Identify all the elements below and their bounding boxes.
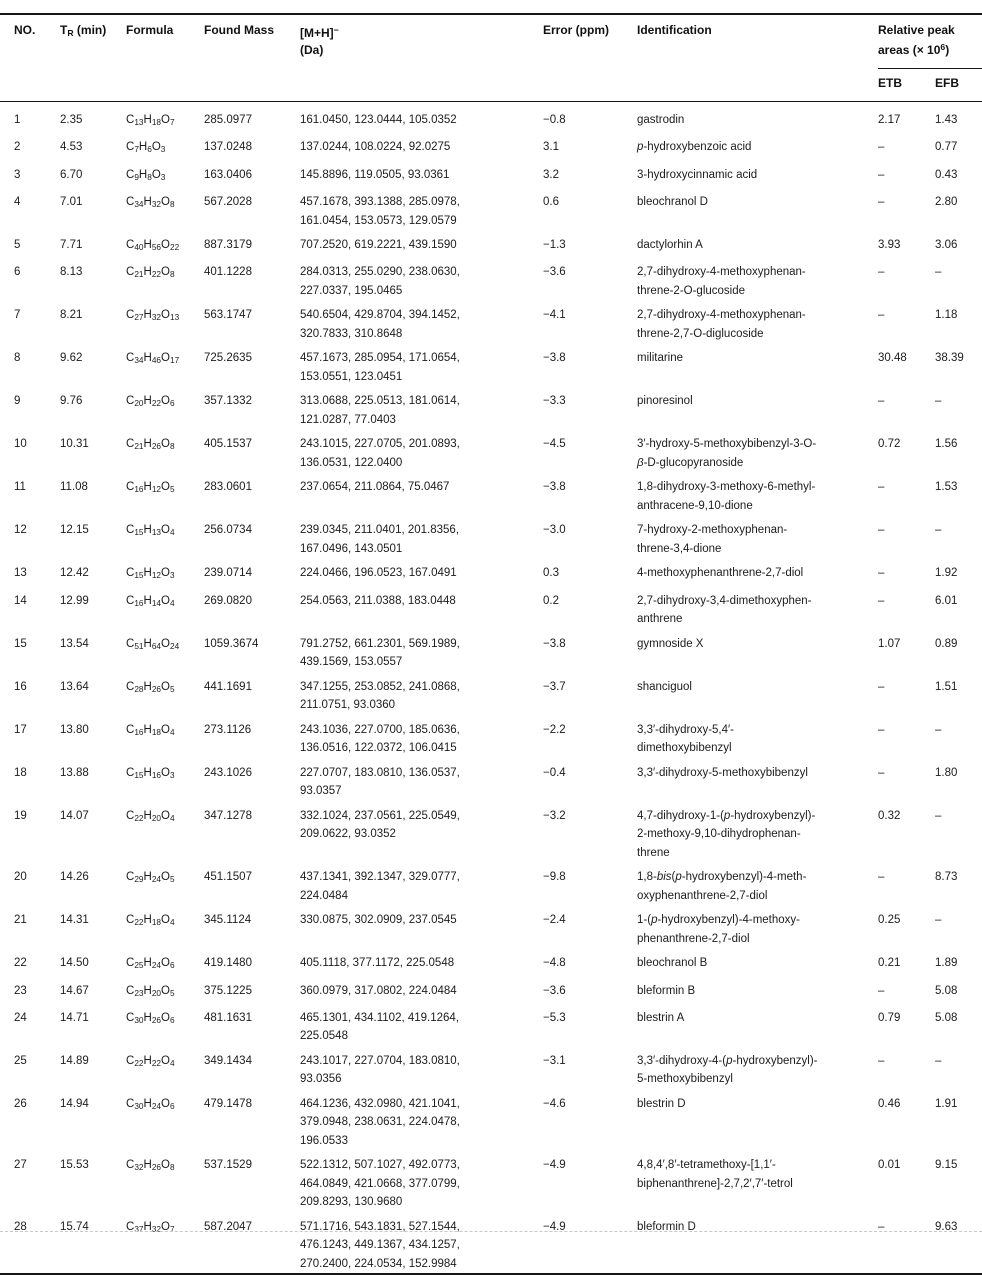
cell-identification: militarine: [637, 352, 684, 365]
cell-etb-value: –: [878, 594, 885, 607]
cell-efb-value: –: [935, 266, 942, 279]
cell-mh-fragments: 313.0688, 225.0513, 181.0614, 121.0287, 77.0403: [300, 395, 460, 426]
table-row: [0, 758, 982, 801]
cell-mh-fragments: 332.1024, 237.0561, 225.0549, 209.0622, 93.0352: [300, 809, 460, 841]
cell-formula: C30H26O6: [126, 1011, 175, 1025]
cell-efb-value: 1.53: [935, 481, 958, 494]
cell-formula: C40H56O22: [126, 239, 180, 252]
cell-formula: C15H16O3: [126, 766, 175, 780]
cell-found-mass: 256.0734: [204, 524, 252, 537]
cell-formula: C23H20O5: [126, 984, 175, 998]
cell-formula: C21H22O8: [126, 266, 175, 280]
cell-formula: C7H6O3: [126, 141, 166, 155]
cell-efb-value: 0.77: [935, 141, 958, 154]
cell-found-mass: 887.3179: [204, 239, 252, 252]
cell-no: 24: [14, 1011, 27, 1024]
cell-mh-fragments: 227.0707, 183.0810, 136.0537, 93.0357: [300, 766, 460, 798]
cell-error-ppm: −3.0: [543, 524, 566, 537]
cell-found-mass: 243.1026: [204, 766, 252, 779]
cell-formula: C25H24O6: [126, 957, 175, 971]
table-row: [0, 905, 982, 948]
cell-error-ppm: −4.1: [543, 309, 566, 322]
cell-etb-value: 1.07: [878, 637, 901, 650]
table-row: [0, 386, 982, 429]
cell-efb-value: 1.92: [935, 567, 958, 580]
cell-no: 25: [14, 1054, 27, 1067]
cell-etb-value: –: [878, 1054, 885, 1067]
cell-error-ppm: −2.4: [543, 914, 566, 927]
header-identification: Identification: [637, 14, 878, 102]
table-row: [0, 715, 982, 758]
cell-formula: C22H18O4: [126, 914, 175, 928]
cell-retention-time: 13.88: [60, 766, 89, 779]
cell-identification: bleformin D: [637, 1220, 696, 1233]
cell-mh-fragments: 161.0450, 123.0444, 105.0352: [300, 114, 457, 127]
cell-etb-value: 0.46: [878, 1097, 901, 1110]
cell-found-mass: 285.0977: [204, 114, 252, 127]
cell-etb-value: –: [878, 524, 885, 537]
cell-retention-time: 15.53: [60, 1159, 89, 1172]
cell-mh-fragments: 224.0466, 196.0523, 167.0491: [300, 567, 457, 580]
cell-efb-value: 1.80: [935, 766, 958, 779]
cell-mh-fragments: 522.1312, 507.1027, 492.0773, 464.0849, 421.0668, 377.0799, 209.8293, 130.9680: [300, 1159, 460, 1209]
cell-mh-fragments: 239.0345, 211.0401, 201.8356, 167.0496, 143.0501: [300, 524, 460, 555]
cell-error-ppm: 0.3: [543, 567, 559, 580]
cell-mh-fragments: 457.1673, 285.0954, 171.0654, 153.0551, 123.0451: [300, 352, 460, 383]
cell-identification: p-hydroxybenzoic acid: [637, 141, 752, 154]
page-crop-divider: [0, 1231, 982, 1232]
cell-formula: C32H26O8: [126, 1159, 175, 1173]
cell-formula: C22H22O4: [126, 1054, 175, 1068]
cell-identification: pinoresinol: [637, 395, 693, 408]
cell-identification: gastrodin: [637, 114, 685, 127]
cell-mh-fragments: 137.0244, 108.0224, 92.0275: [300, 141, 451, 154]
cell-retention-time: 7.01: [60, 196, 83, 209]
table-row: [0, 586, 982, 629]
cell-error-ppm: −3.3: [543, 395, 566, 408]
cell-formula: C9H8O3: [126, 168, 166, 182]
cell-retention-time: 14.89: [60, 1054, 89, 1067]
header-mh-unit: (Da): [300, 43, 324, 58]
cell-no: 20: [14, 871, 27, 884]
cell-mh-fragments: 571.1716, 543.1831, 527.1544, 476.1243, 449.1367, 434.1257, 270.2400, 224.0534, 152.9984: [300, 1220, 460, 1270]
header-etb: ETB: [878, 69, 935, 102]
cell-retention-time: 14.50: [60, 957, 89, 970]
cell-found-mass: 587.2047: [204, 1220, 252, 1233]
cell-retention-time: 13.54: [60, 637, 89, 650]
cell-error-ppm: −4.6: [543, 1097, 566, 1110]
compound-identification-table: [0, 13, 982, 1275]
cell-efb-value: –: [935, 524, 942, 537]
header-retention-time: TR (min): [60, 14, 126, 102]
cell-error-ppm: −3.6: [543, 266, 566, 279]
table-row: [0, 472, 982, 515]
cell-etb-value: –: [878, 984, 885, 997]
table-row: [0, 862, 982, 905]
cell-no: 28: [14, 1220, 27, 1233]
cell-efb-value: 9.15: [935, 1159, 958, 1172]
cell-retention-time: 14.67: [60, 984, 89, 997]
cell-mh-fragments: 243.1036, 227.0700, 185.0636, 136.0516, 122.0372, 106.0415: [300, 723, 460, 755]
cell-retention-time: 14.71: [60, 1011, 89, 1024]
cell-efb-value: –: [935, 723, 942, 736]
table-row: [0, 515, 982, 558]
cell-etb-value: –: [878, 309, 885, 322]
cell-error-ppm: 3.2: [543, 168, 559, 181]
cell-error-ppm: −3.8: [543, 481, 566, 494]
cell-formula: C15H13O4: [126, 524, 175, 538]
cell-identification: shanciguol: [637, 680, 692, 693]
table-row: [0, 257, 982, 300]
cell-found-mass: 273.1126: [204, 723, 252, 736]
cell-mh-fragments: 707.2520, 619.2221, 439.1590: [300, 239, 457, 252]
table-row: [0, 976, 982, 1003]
cell-mh-fragments: 457.1678, 393.1388, 285.0978, 161.0454, 153.0573, 129.0579: [300, 196, 460, 227]
cell-found-mass: 537.1529: [204, 1159, 252, 1172]
cell-identification: bleformin B: [637, 984, 696, 997]
header-mh-ion: [M+H]−: [300, 25, 339, 41]
table-row: [0, 343, 982, 386]
cell-retention-time: 14.31: [60, 914, 89, 927]
cell-formula: C22H20O4: [126, 809, 175, 823]
cell-found-mass: 725.2635: [204, 352, 252, 365]
table-row: [0, 160, 982, 187]
table-row: [0, 102, 982, 133]
cell-etb-value: –: [878, 1220, 885, 1233]
table-row: [0, 801, 982, 863]
cell-etb-value: –: [878, 395, 885, 408]
cell-formula: C13H18O7: [126, 114, 175, 127]
cell-efb-value: 1.51: [935, 680, 958, 693]
cell-efb-value: 38.39: [935, 352, 964, 365]
cell-found-mass: 481.1631: [204, 1011, 252, 1024]
cell-no: 4: [14, 196, 21, 209]
cell-etb-value: –: [878, 723, 885, 736]
cell-retention-time: 9.76: [60, 395, 83, 408]
cell-efb-value: 1.56: [935, 438, 958, 451]
cell-no: 5: [14, 239, 21, 252]
cell-found-mass: 163.0406: [204, 168, 252, 181]
cell-error-ppm: −3.7: [543, 680, 566, 693]
cell-identification: 3′-hydroxy-5-methoxybibenzyl-3-O- β-D-glucopyranoside: [637, 438, 817, 469]
cell-etb-value: 0.79: [878, 1011, 901, 1024]
cell-retention-time: 14.94: [60, 1097, 89, 1110]
cell-mh-fragments: 254.0563, 211.0388, 183.0448: [300, 594, 456, 607]
cell-found-mass: 563.1747: [204, 309, 252, 322]
cell-no: 18: [14, 766, 27, 779]
cell-retention-time: 15.74: [60, 1220, 89, 1233]
cell-identification: 2,7-dihydroxy-3,4-dimethoxyphen- anthrene: [637, 594, 812, 626]
cell-found-mass: 479.1478: [204, 1097, 252, 1110]
cell-efb-value: 1.43: [935, 114, 958, 127]
cell-identification: blestrin D: [637, 1097, 686, 1110]
cell-retention-time: 11.08: [60, 481, 88, 494]
header-error-ppm: Error (ppm): [543, 14, 637, 102]
cell-error-ppm: 3.1: [543, 141, 559, 154]
cell-error-ppm: −4.8: [543, 957, 566, 970]
cell-no: 23: [14, 984, 27, 997]
cell-retention-time: 14.26: [60, 871, 89, 884]
cell-identification: 1,8-bis(p-hydroxybenzyl)-4-meth- oxyphenanthrene-2,7-diol: [637, 871, 807, 902]
cell-etb-value: –: [878, 266, 885, 279]
cell-found-mass: 239.0714: [204, 567, 252, 580]
cell-etb-value: 2.17: [878, 114, 901, 127]
cell-found-mass: 345.1124: [204, 914, 252, 927]
cell-mh-fragments: 330.0875, 302.0909, 237.0545: [300, 914, 457, 927]
cell-retention-time: 10.31: [60, 438, 89, 451]
cell-etb-value: 30.48: [878, 352, 907, 365]
cell-formula: C16H12O5: [126, 481, 175, 495]
cell-found-mass: 283.0601: [204, 481, 252, 494]
cell-identification: 2,7-dihydroxy-4-methoxyphenan- threne-2,7-O-diglucoside: [637, 309, 806, 340]
table-row: [0, 187, 982, 230]
cell-no: 10: [14, 438, 27, 451]
cell-etb-value: –: [878, 871, 885, 884]
cell-no: 19: [14, 809, 27, 822]
cell-mh-fragments: 464.1236, 432.0980, 421.1041, 379.0948, 238.0631, 224.0478, 196.0533: [300, 1097, 460, 1147]
cell-formula: C51H64O24: [126, 637, 180, 651]
cell-no: 12: [14, 524, 27, 537]
cell-error-ppm: −4.9: [543, 1220, 566, 1233]
cell-error-ppm: −0.4: [543, 766, 566, 779]
cell-efb-value: –: [935, 914, 942, 927]
cell-found-mass: 1059.3674: [204, 637, 259, 650]
table-header: [0, 14, 982, 102]
cell-etb-value: –: [878, 481, 885, 494]
header-no: NO.: [0, 14, 60, 102]
cell-mh-fragments: 237.0654, 211.0864, 75.0467: [300, 481, 450, 494]
cell-formula: C27H32O13: [126, 309, 180, 323]
cell-mh-fragments: 360.0979, 317.0802, 224.0484: [300, 984, 457, 997]
cell-no: 17: [14, 723, 27, 736]
cell-retention-time: 6.70: [60, 168, 83, 181]
table-row: [0, 1212, 982, 1275]
table-row: [0, 558, 982, 585]
cell-found-mass: 419.1480: [204, 957, 252, 970]
cell-formula: C15H12O3: [126, 567, 175, 581]
cell-etb-value: 0.21: [878, 957, 901, 970]
cell-no: 21: [14, 914, 27, 927]
cell-identification: 1-(p-hydroxybenzyl)-4-methoxy- phenanthrene-2,7-diol: [637, 914, 800, 945]
cell-formula: C34H46O17: [126, 352, 180, 366]
cell-error-ppm: −5.3: [543, 1011, 566, 1024]
cell-no: 26: [14, 1097, 27, 1110]
cell-no: 1: [14, 114, 21, 127]
cell-etb-value: –: [878, 766, 885, 779]
cell-identification: dactylorhin A: [637, 239, 703, 252]
cell-error-ppm: 0.2: [543, 594, 559, 607]
cell-identification: 1,8-dihydroxy-3-methoxy-6-methyl- anthracene-9,10-dione: [637, 481, 816, 512]
cell-no: 2: [14, 141, 21, 154]
cell-retention-time: 14.07: [60, 809, 89, 822]
cell-no: 3: [14, 168, 21, 181]
cell-found-mass: 349.1434: [204, 1054, 252, 1067]
cell-identification: 2,7-dihydroxy-4-methoxyphenan- threne-2-O-glucoside: [637, 266, 806, 297]
cell-error-ppm: −9.8: [543, 871, 566, 884]
cell-error-ppm: −1.3: [543, 239, 566, 252]
cell-efb-value: 1.91: [935, 1097, 958, 1110]
cell-identification: 3-hydroxycinnamic acid: [637, 168, 758, 181]
cell-efb-value: 8.73: [935, 871, 958, 884]
cell-found-mass: 375.1225: [204, 984, 252, 997]
cell-formula: C34H32O8: [126, 196, 175, 209]
cell-error-ppm: −3.8: [543, 352, 566, 365]
cell-retention-time: 13.64: [60, 680, 89, 693]
cell-formula: C28H26O5: [126, 680, 175, 694]
cell-no: 27: [14, 1159, 27, 1172]
cell-mh-fragments: 347.1255, 253.0852, 241.0868, 211.0751, 93.0360: [300, 680, 460, 712]
cell-retention-time: 12.99: [60, 594, 89, 607]
cell-identification: bleochranol B: [637, 957, 708, 970]
cell-no: 13: [14, 567, 27, 580]
cell-formula: C20H22O6: [126, 395, 175, 409]
cell-formula: C30H24O6: [126, 1097, 175, 1111]
cell-identification: 3,3′-dihydroxy-5,4′- dimethoxybibenzyl: [637, 723, 734, 755]
cell-identification: bleochranol D: [637, 196, 708, 209]
cell-retention-time: 4.53: [60, 141, 83, 154]
header-found-mass: Found Mass: [204, 14, 300, 102]
header-formula: Formula: [126, 14, 204, 102]
cell-efb-value: 1.18: [935, 309, 958, 322]
cell-etb-value: 3.93: [878, 239, 901, 252]
cell-no: 9: [14, 395, 21, 408]
cell-no: 22: [14, 957, 27, 970]
cell-no: 6: [14, 266, 21, 279]
cell-formula: C21H26O8: [126, 438, 175, 452]
cell-found-mass: 401.1228: [204, 266, 252, 279]
cell-etb-value: 0.01: [878, 1159, 901, 1172]
cell-found-mass: 405.1537: [204, 438, 252, 451]
cell-identification: 7-hydroxy-2-methoxyphenan- threne-3,4-dione: [637, 524, 788, 555]
cell-error-ppm: −3.8: [543, 637, 566, 650]
cell-etb-value: 0.72: [878, 438, 901, 451]
cell-mh-fragments: 145.8896, 119.0505, 93.0361: [300, 168, 450, 181]
cell-error-ppm: −4.5: [543, 438, 566, 451]
cell-error-ppm: −3.1: [543, 1054, 566, 1067]
cell-formula: C37H32O7: [126, 1220, 175, 1234]
cell-efb-value: 5.08: [935, 1011, 958, 1024]
cell-retention-time: 7.71: [60, 239, 83, 252]
cell-mh-fragments: 540.6504, 429.8704, 394.1452, 320.7833, 310.8648: [300, 309, 460, 340]
cell-identification: blestrin A: [637, 1011, 685, 1024]
cell-identification: gymnoside X: [637, 637, 704, 650]
header-relative-peak-areas: Relative peak areas (× $10^6$): [878, 14, 982, 69]
cell-no: 11: [14, 481, 26, 494]
cell-etb-value: –: [878, 168, 885, 181]
cell-etb-value: 0.32: [878, 809, 901, 822]
cell-retention-time: 2.35: [60, 114, 83, 127]
cell-retention-time: 9.62: [60, 352, 83, 365]
cell-error-ppm: −4.9: [543, 1159, 566, 1172]
cell-identification: 3,3′-dihydroxy-5-methoxybibenzyl: [637, 766, 808, 779]
cell-retention-time: 12.42: [60, 567, 89, 580]
cell-etb-value: –: [878, 567, 885, 580]
cell-efb-value: –: [935, 1054, 942, 1067]
cell-mh-fragments: 437.1341, 392.1347, 329.0777, 224.0484: [300, 871, 460, 902]
cell-retention-time: 13.80: [60, 723, 89, 736]
cell-error-ppm: 0.6: [543, 196, 559, 209]
cell-found-mass: 451.1507: [204, 871, 252, 884]
cell-efb-value: 5.08: [935, 984, 958, 997]
cell-found-mass: 567.2028: [204, 196, 252, 209]
cell-mh-fragments: 405.1118, 377.1172, 225.0548: [300, 957, 455, 970]
cell-efb-value: 2.80: [935, 196, 958, 209]
cell-retention-time: 12.15: [60, 524, 89, 537]
cell-efb-value: 1.89: [935, 957, 958, 970]
cell-efb-value: 6.01: [935, 594, 958, 607]
cell-etb-value: –: [878, 141, 885, 154]
cell-retention-time: 8.13: [60, 266, 83, 279]
cell-no: 8: [14, 352, 21, 365]
cell-formula: C29H24O5: [126, 871, 175, 885]
cell-efb-value: 0.43: [935, 168, 958, 181]
cell-retention-time: 8.21: [60, 309, 83, 322]
cell-no: 16: [14, 680, 27, 693]
cell-found-mass: 441.1691: [204, 680, 252, 693]
cell-identification: 3,3′-dihydroxy-4-(p-hydroxybenzyl)- 5-methoxybibenzyl: [637, 1054, 818, 1086]
cell-mh-fragments: 284.0313, 255.0290, 238.0630, 227.0337, 195.0465: [300, 266, 460, 297]
table-row: [0, 1150, 982, 1212]
cell-mh-fragments: 465.1301, 434.1102, 419.1264, 225.0548: [300, 1011, 460, 1043]
cell-found-mass: 347.1278: [204, 809, 252, 822]
cell-formula: C16H18O4: [126, 723, 175, 737]
cell-mh-fragments: 243.1015, 227.0705, 201.0893, 136.0531, 122.0400: [300, 438, 460, 469]
cell-efb-value: –: [935, 809, 942, 822]
cell-identification: 4,8,4′,8′-tetramethoxy-[1,1′- biphenanthrene]-2,7,2′,7′-tetrol: [637, 1159, 793, 1190]
cell-etb-value: –: [878, 196, 885, 209]
cell-error-ppm: −3.2: [543, 809, 566, 822]
table-row: [0, 429, 982, 472]
cell-efb-value: 3.06: [935, 239, 958, 252]
header-mh-da: [300, 14, 543, 102]
cell-found-mass: 137.0248: [204, 141, 252, 154]
table-row: [0, 132, 982, 159]
cell-no: 7: [14, 309, 21, 322]
cell-error-ppm: −3.6: [543, 984, 566, 997]
cell-identification: 4,7-dihydroxy-1-(p-hydroxybenzyl)- 2-methoxy-9,10-dihydrophenan- threne: [637, 809, 816, 859]
header-efb: EFB: [935, 69, 982, 102]
table-row: [0, 629, 982, 672]
cell-etb-value: –: [878, 680, 885, 693]
table-row: [0, 672, 982, 715]
cell-formula: C16H14O4: [126, 594, 175, 608]
cell-no: 15: [14, 637, 27, 650]
table-row: [0, 948, 982, 975]
cell-efb-value: –: [935, 395, 942, 408]
cell-found-mass: 357.1332: [204, 395, 252, 408]
cell-etb-value: 0.25: [878, 914, 901, 927]
table-row: [0, 300, 982, 343]
cell-efb-value: 9.63: [935, 1220, 958, 1233]
cell-no: 14: [14, 594, 27, 607]
cell-error-ppm: −0.8: [543, 114, 566, 127]
cell-mh-fragments: 791.2752, 661.2301, 569.1989, 439.1569, 153.0557: [300, 637, 460, 669]
cell-found-mass: 269.0820: [204, 594, 252, 607]
table-row: [0, 1003, 982, 1046]
table-row: [0, 1046, 982, 1089]
table-row: [0, 1089, 982, 1151]
cell-efb-value: 0.89: [935, 637, 958, 650]
cell-error-ppm: −2.2: [543, 723, 566, 736]
cell-identification: 4-methoxyphenanthrene-2,7-diol: [637, 567, 804, 580]
cell-mh-fragments: 243.1017, 227.0704, 183.0810, 93.0356: [300, 1054, 460, 1086]
table-row: [0, 230, 982, 257]
table-body: [0, 102, 982, 1275]
